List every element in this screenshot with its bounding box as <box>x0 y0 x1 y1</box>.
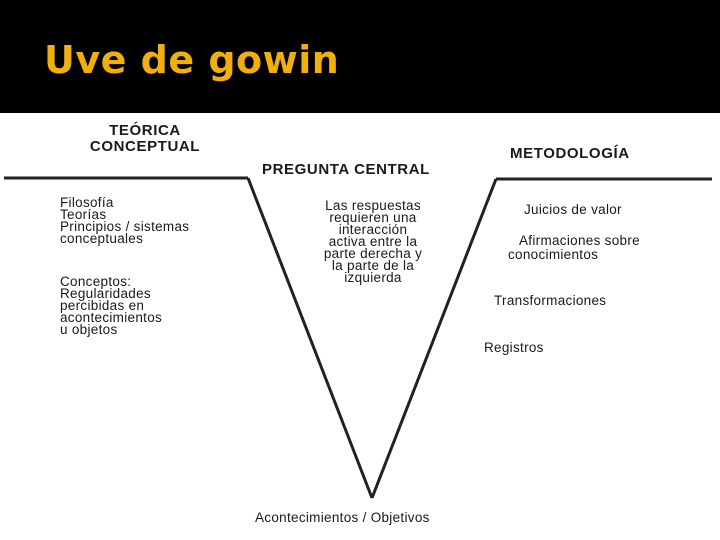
center-line: Las respuestas <box>325 198 421 213</box>
left-header <box>70 123 220 155</box>
left-item-regularidades: Regularidades <box>60 286 151 301</box>
center-line: interacción <box>338 222 408 237</box>
center-line: la parte de la <box>331 258 415 273</box>
right-item-afirmaciones: Afirmaciones sobre <box>519 233 640 248</box>
center-header: PREGUNTA CENTRAL <box>262 161 430 178</box>
slide-title: Uve de gowin <box>44 38 340 82</box>
right-item-registros: Registros <box>484 340 544 355</box>
center-line: requieren una <box>329 210 417 225</box>
right-item-transformaciones: Transformaciones <box>494 293 607 308</box>
center-line: activa entre la <box>328 234 418 249</box>
right-item-juicios: Juicios de valor <box>524 202 622 217</box>
left-concepts-list <box>60 276 162 336</box>
left-item-principios: Principios / sistemas <box>60 219 190 234</box>
left-header-line2: CONCEPTUAL <box>89 138 201 155</box>
left-item-teorias: Teorías <box>60 207 107 222</box>
left-header-line1: TEÓRICA <box>109 122 181 139</box>
left-item-acontecimientos: acontecimientos <box>60 310 163 325</box>
left-theory-list <box>60 197 189 245</box>
right-item-conocimientos: conocimientos <box>508 247 599 262</box>
center-line: parte derecha y <box>323 246 423 261</box>
right-header: METODOLOGÍA <box>510 145 630 162</box>
center-text <box>288 200 458 284</box>
bottom-label: Acontecimientos / Objetivos <box>255 510 430 525</box>
center-line: izquierda <box>344 270 402 285</box>
left-item-percibidas: percibidas en <box>60 298 145 313</box>
left-item-conceptos: Conceptos: <box>60 274 132 289</box>
left-item-filosofia: Filosofía <box>60 195 114 210</box>
left-item-conceptuales: conceptuales <box>60 231 144 246</box>
diagram-panel <box>0 113 720 540</box>
left-item-objetos: u objetos <box>60 322 118 337</box>
